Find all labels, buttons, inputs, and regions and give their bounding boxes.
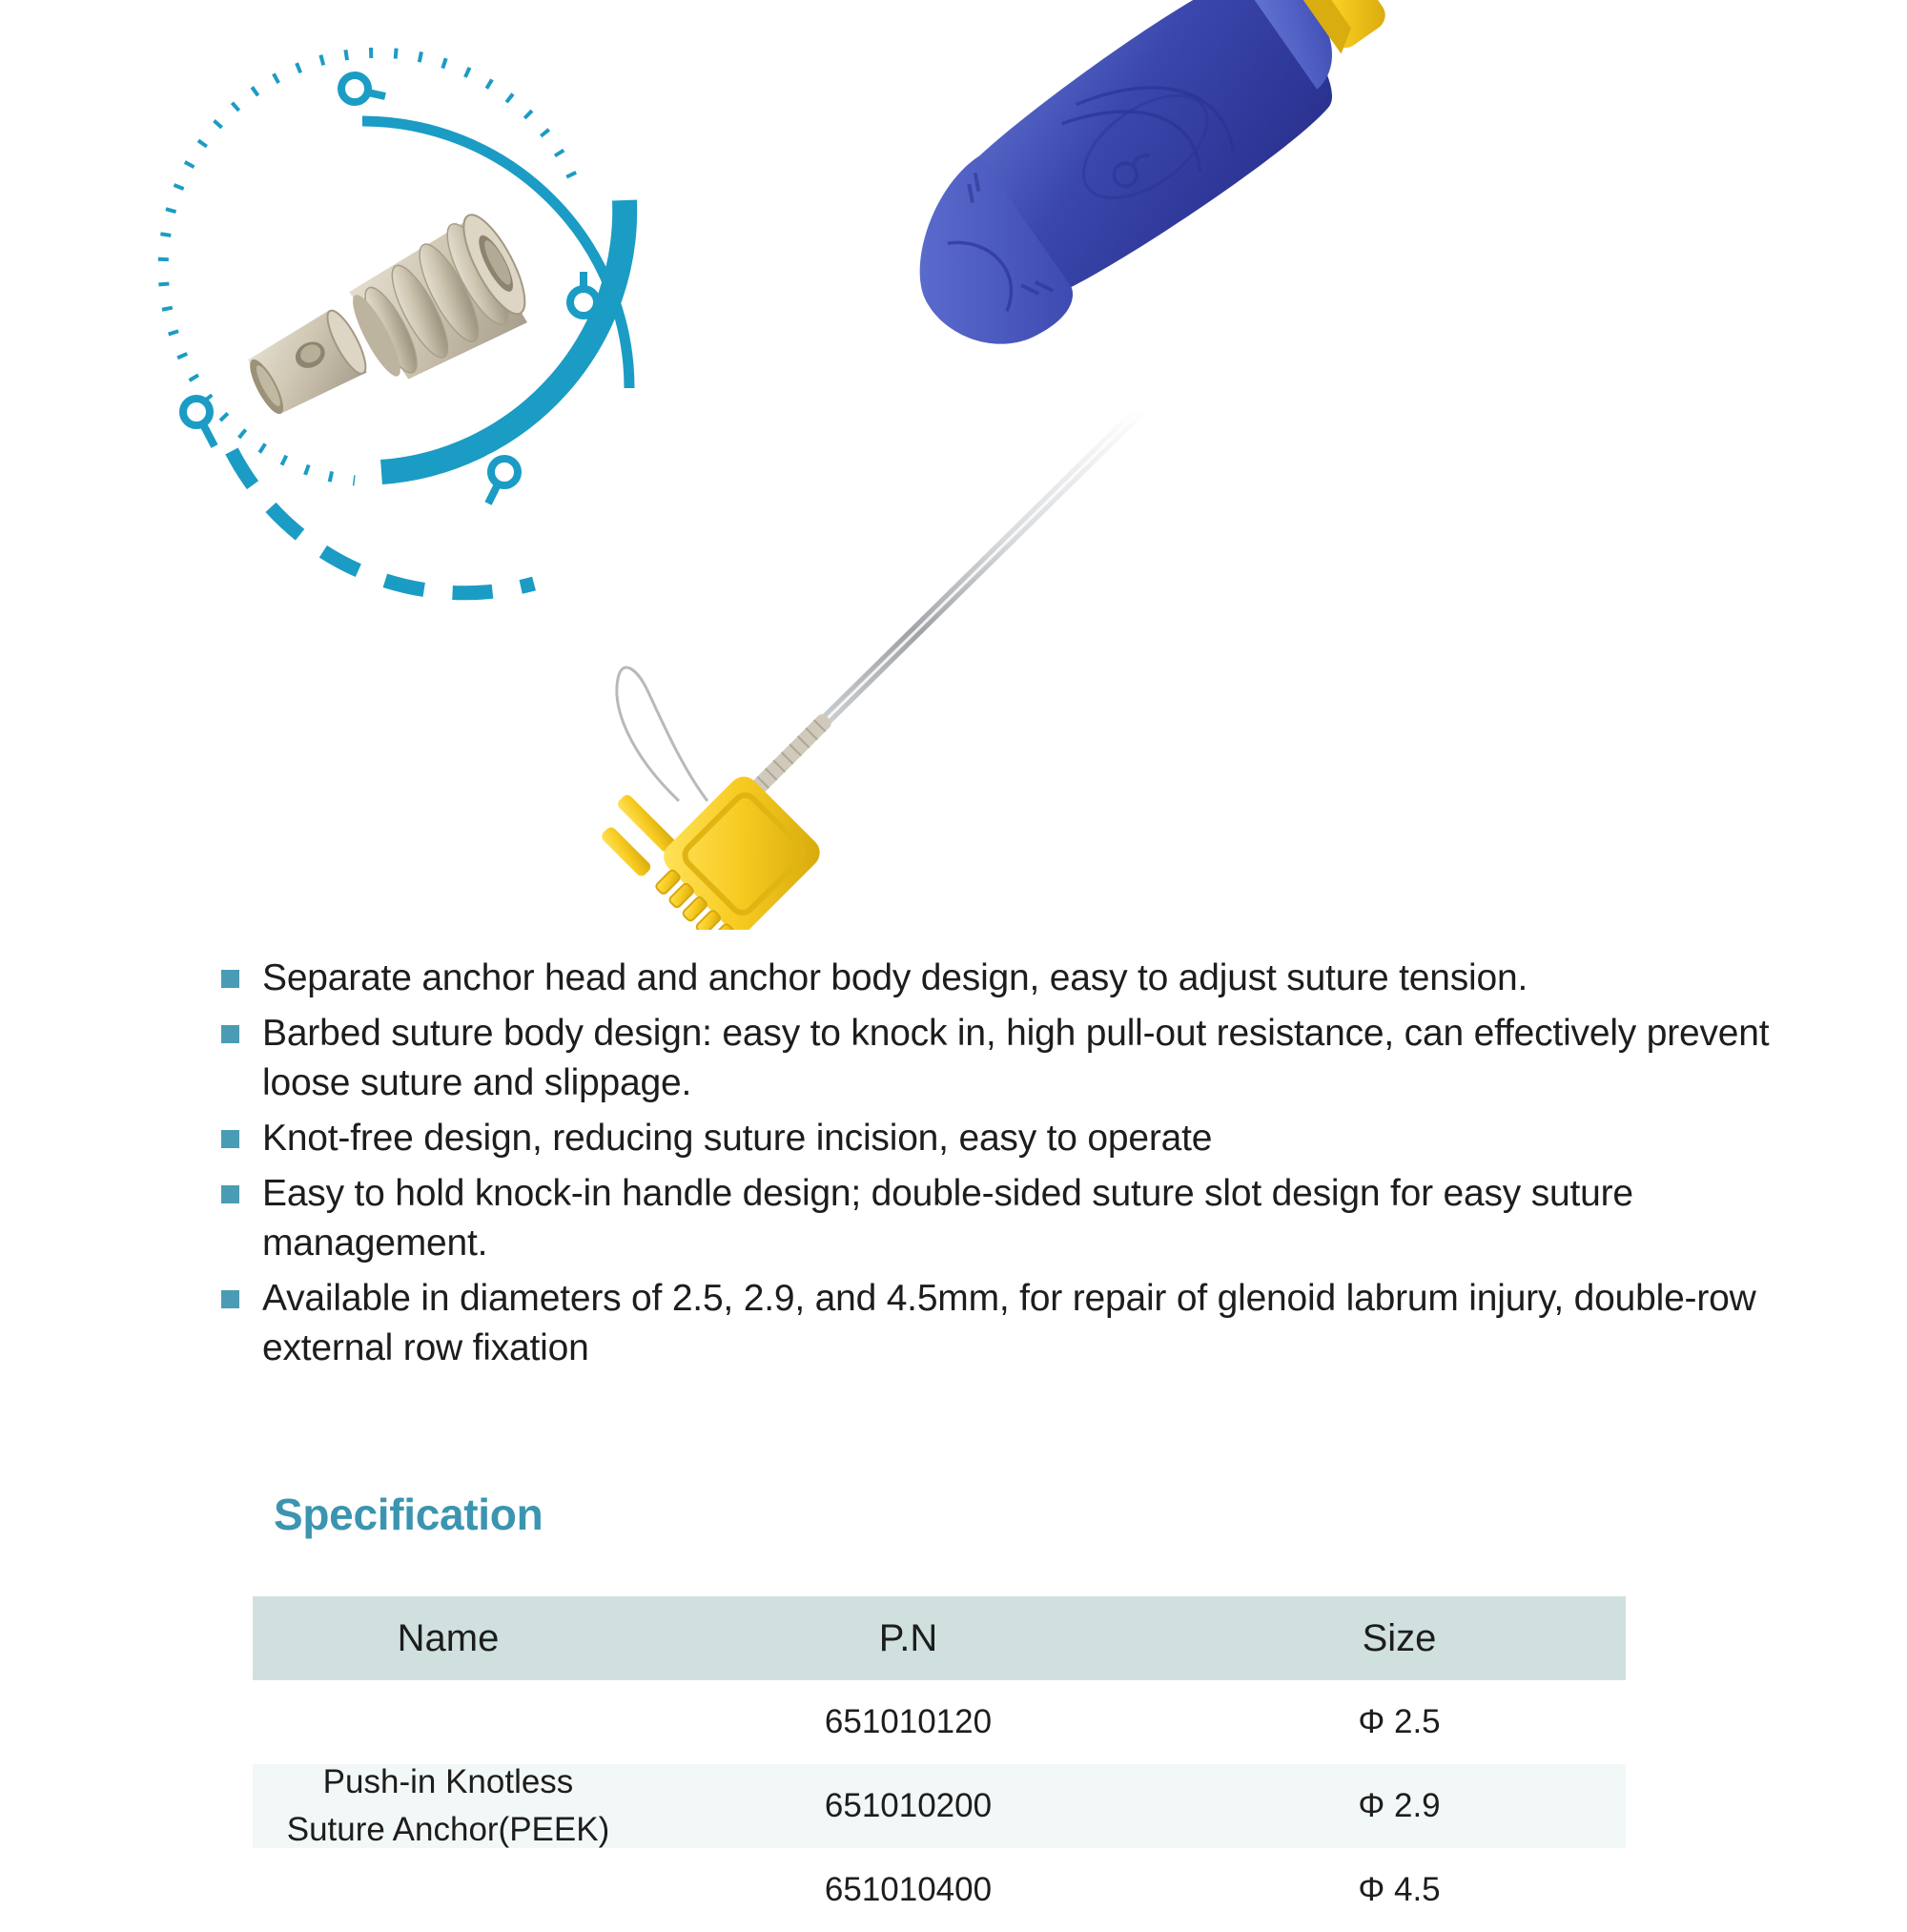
cell-pn: 651010400 — [824, 1871, 993, 1908]
feature-item — [221, 1114, 1823, 1163]
cell-size: Φ 2.5 — [1358, 1703, 1441, 1740]
specification-table — [253, 1596, 1626, 1932]
bullet-square-icon — [221, 1185, 239, 1203]
cell-size: Φ 2.9 — [1358, 1787, 1441, 1824]
column-header-pn: P.N — [878, 1616, 938, 1659]
feature-text: Easy to hold knock-in handle design; double-sided suture slot design for easy suture management. — [262, 1173, 1633, 1264]
cell-pn: 651010120 — [824, 1703, 993, 1740]
product-name-cell — [253, 1680, 644, 1932]
anchor-body-part — [337, 207, 542, 393]
table-body — [253, 1680, 1626, 1932]
column-header-name: Name — [397, 1616, 500, 1659]
cell-pn: 651010200 — [824, 1787, 993, 1824]
cell-size: Φ 4.5 — [1358, 1871, 1441, 1908]
product-illustration — [0, 0, 1907, 930]
bullet-square-icon — [221, 1290, 239, 1308]
bullet-square-icon — [221, 970, 239, 988]
feature-item — [221, 1274, 1823, 1373]
product-name-line-1: Push-in Knotless — [322, 1763, 574, 1800]
anchor-head-part — [240, 305, 373, 421]
bullet-square-icon — [221, 1130, 239, 1148]
feature-text: Knot-free design, reducing suture incision, easy to operate — [262, 1118, 1213, 1159]
feature-item — [221, 1009, 1823, 1108]
feature-text: Available in diameters of 2.5, 2.9, and 4.5mm, for repair of glenoid labrum injury, double-row external row fixation — [262, 1278, 1756, 1368]
feature-text: Barbed suture body design: easy to knock in, high pull-out resistance, can effectively prevent loose suture and slippage. — [262, 1013, 1770, 1103]
feature-list — [221, 954, 1823, 1379]
specification-heading: Specification — [274, 1490, 543, 1539]
ring-node-left — [183, 399, 215, 446]
feature-text: Separate anchor head and anchor body design, easy to adjust suture tension. — [262, 957, 1528, 998]
feature-item — [221, 954, 1823, 1003]
table-header-row — [253, 1596, 1626, 1680]
driver-shaft — [741, 408, 1142, 804]
bullet-square-icon — [221, 1025, 239, 1043]
ring-node-right — [570, 272, 597, 316]
feature-item — [221, 1169, 1823, 1268]
product-image-area — [0, 0, 1907, 930]
suture-filament — [617, 668, 707, 801]
ring-node-bottom — [488, 459, 518, 504]
ring-node-top — [341, 75, 385, 102]
product-name-line-2: Suture Anchor(PEEK) — [286, 1811, 610, 1848]
column-header-size: Size — [1362, 1616, 1437, 1659]
inserter-handle — [871, 0, 1425, 378]
